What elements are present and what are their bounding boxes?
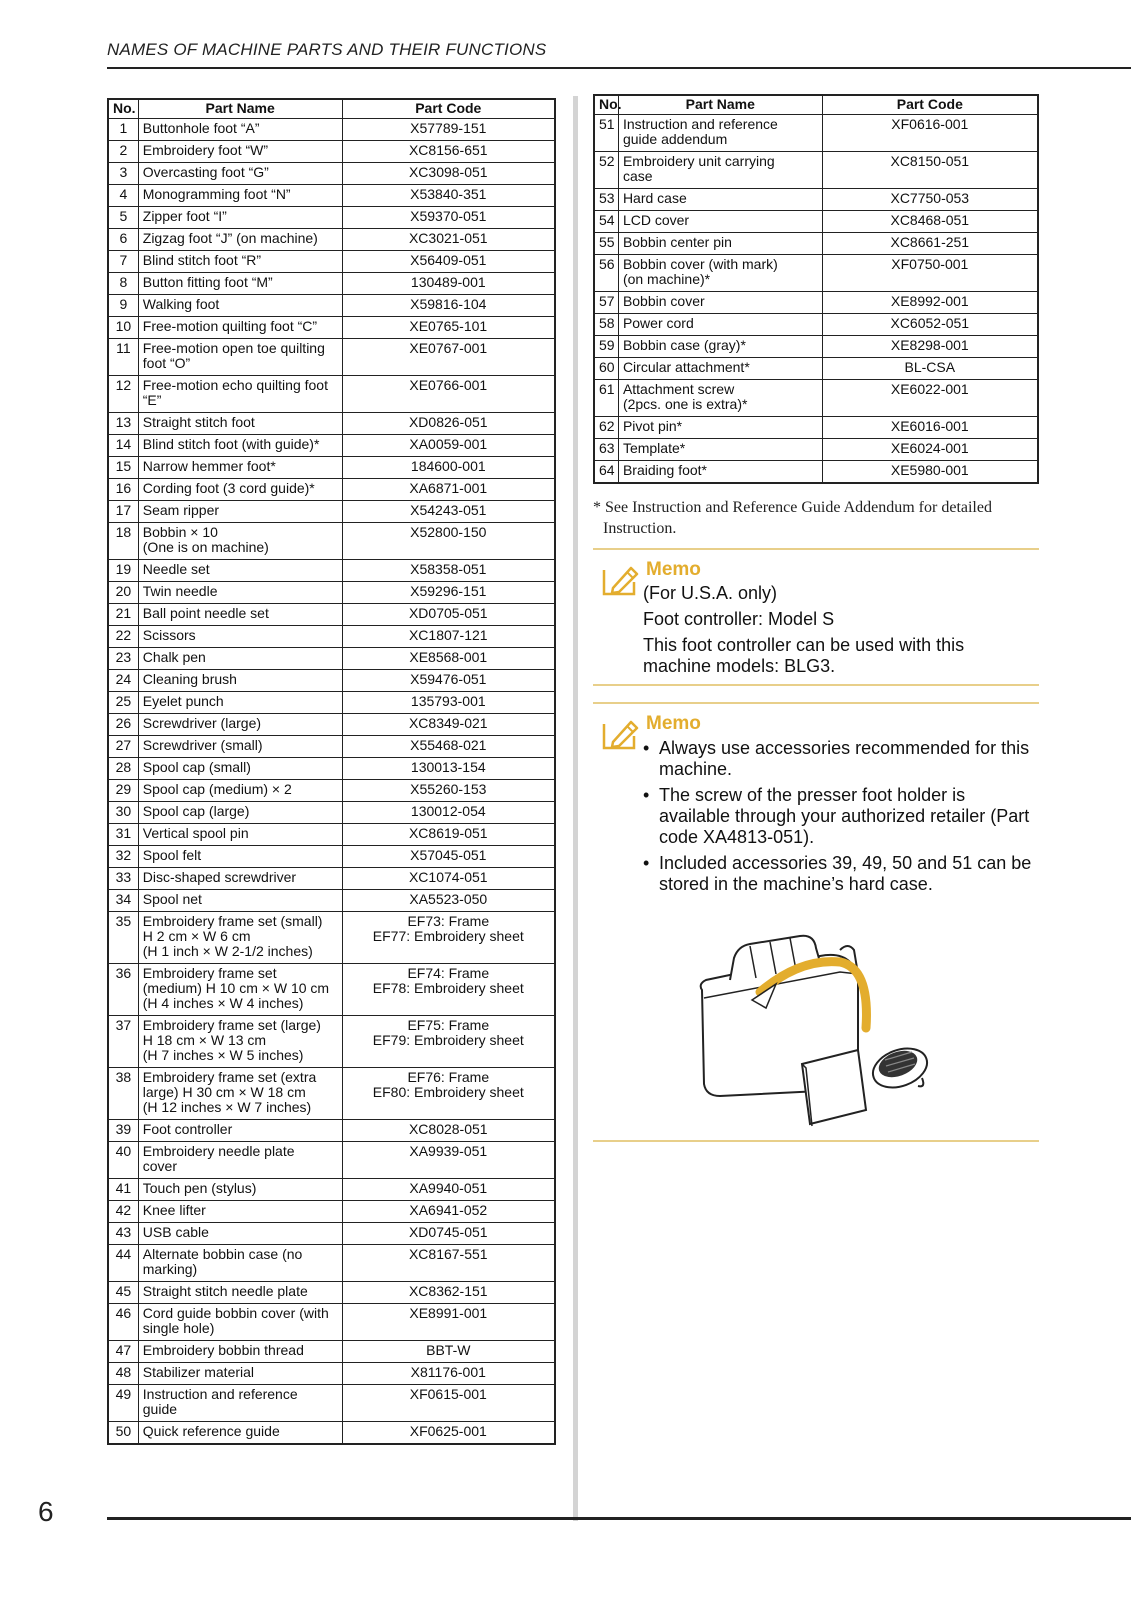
footer-rule (107, 1517, 1131, 1520)
header-part-code: Part Code (342, 99, 555, 119)
page-number: 6 (38, 1496, 54, 1527)
part-code-cell: X54243-051 (342, 501, 555, 523)
part-code-cell: 130013-154 (342, 758, 555, 780)
part-name-cell: Spool net (138, 890, 342, 912)
part-code-cell: XF0750-001 (822, 255, 1038, 292)
memo-bullet: • Included accessories 39, 49, 50 and 51 can be stored in the machine’s hard case. (643, 853, 1033, 895)
part-code-cell: X59370-051 (342, 207, 555, 229)
part-name-cell: Power cord (618, 314, 822, 336)
part-name-cell: LCD cover (618, 211, 822, 233)
part-number-cell: 15 (108, 457, 138, 479)
table-header-row (594, 95, 1038, 115)
part-number-cell: 14 (108, 435, 138, 457)
table-row (594, 233, 1038, 255)
table-row (594, 255, 1038, 292)
part-code-cell: XE0765-101 (342, 317, 555, 339)
part-number-cell: 39 (108, 1120, 138, 1142)
part-code-cell: XC6052-051 (822, 314, 1038, 336)
parts-table-right (593, 94, 1039, 484)
part-number-cell: 10 (108, 317, 138, 339)
part-code-cell: X55260-153 (342, 780, 555, 802)
part-name-cell: Touch pen (stylus) (138, 1179, 342, 1201)
table-row (108, 163, 555, 185)
part-code-cell: XC1074-051 (342, 868, 555, 890)
table-row (108, 692, 555, 714)
part-name-cell: Bobbin center pin (618, 233, 822, 255)
table-row (108, 1223, 555, 1245)
table-row (594, 189, 1038, 211)
table-row (108, 604, 555, 626)
part-name-cell: Blind stitch foot (with guide)* (138, 435, 342, 457)
table-row (108, 560, 555, 582)
table-row (594, 417, 1038, 439)
part-name-cell: Buttonhole foot “A” (138, 119, 342, 141)
part-name-cell: Narrow hemmer foot* (138, 457, 342, 479)
table-row (108, 868, 555, 890)
part-number-cell: 60 (594, 358, 618, 380)
part-name-cell: Stabilizer material (138, 1363, 342, 1385)
memo-line: (For U.S.A. only) (643, 583, 778, 603)
part-number-cell: 19 (108, 560, 138, 582)
part-number-cell: 20 (108, 582, 138, 604)
part-number-cell: 26 (108, 714, 138, 736)
table-row (594, 336, 1038, 358)
part-number-cell: 38 (108, 1068, 138, 1120)
part-code-cell: 135793-001 (342, 692, 555, 714)
part-number-cell: 49 (108, 1385, 138, 1422)
table-row (594, 115, 1038, 152)
part-name-cell: Embroidery unit carrying case (618, 152, 822, 189)
part-name-cell: Knee lifter (138, 1201, 342, 1223)
part-number-cell: 12 (108, 376, 138, 413)
memo-pencil-icon (601, 562, 641, 598)
part-number-cell: 37 (108, 1016, 138, 1068)
table-row (108, 1179, 555, 1201)
header-no: No. (108, 99, 138, 119)
memo-bullet-list (643, 738, 1033, 895)
part-number-cell: 35 (108, 912, 138, 964)
table-row (108, 251, 555, 273)
table-header-row (108, 99, 555, 119)
part-number-cell: 21 (108, 604, 138, 626)
part-number-cell: 23 (108, 648, 138, 670)
part-name-cell: Braiding foot* (618, 461, 822, 484)
table-row (108, 890, 555, 912)
part-code-cell: XE0766-001 (342, 376, 555, 413)
part-name-cell: Screwdriver (small) (138, 736, 342, 758)
part-code-cell: XC8619-051 (342, 824, 555, 846)
part-name-cell: Template* (618, 439, 822, 461)
part-number-cell: 24 (108, 670, 138, 692)
table-row (108, 780, 555, 802)
part-number-cell: 44 (108, 1245, 138, 1282)
part-code-cell: XE6024-001 (822, 439, 1038, 461)
part-number-cell: 16 (108, 479, 138, 501)
part-code-cell: EF73: Frame EF77: Embroidery sheet (342, 912, 555, 964)
part-name-cell: Free-motion quilting foot “C” (138, 317, 342, 339)
part-code-cell: XC8028-051 (342, 1120, 555, 1142)
table-row (594, 152, 1038, 189)
part-number-cell: 40 (108, 1142, 138, 1179)
part-code-cell: XC8167-551 (342, 1245, 555, 1282)
part-name-cell: Cording foot (3 cord guide)* (138, 479, 342, 501)
part-number-cell: 52 (594, 152, 618, 189)
part-number-cell: 63 (594, 439, 618, 461)
part-number-cell: 29 (108, 780, 138, 802)
table-row (594, 292, 1038, 314)
table-row (108, 1016, 555, 1068)
table-row (594, 358, 1038, 380)
part-name-cell: Instruction and reference guide (138, 1385, 342, 1422)
part-code-cell: XA6941-052 (342, 1201, 555, 1223)
part-name-cell: Seam ripper (138, 501, 342, 523)
table-row (108, 714, 555, 736)
part-code-cell: XC8349-021 (342, 714, 555, 736)
part-name-cell: Vertical spool pin (138, 824, 342, 846)
part-name-cell: Blind stitch foot “R” (138, 251, 342, 273)
table-row (108, 1245, 555, 1282)
part-number-cell: 22 (108, 626, 138, 648)
part-number-cell: 11 (108, 339, 138, 376)
header-part-name: Part Name (138, 99, 342, 119)
table-row (108, 523, 555, 560)
memo-line: This foot controller can be used with this machine models: BLG3. (643, 635, 965, 676)
part-name-cell: Straight stitch foot (138, 413, 342, 435)
part-code-cell: XA0059-001 (342, 435, 555, 457)
column-divider (573, 96, 578, 1521)
memo-top-rule (593, 702, 1039, 704)
table-row (108, 648, 555, 670)
memo-pencil-icon (601, 716, 641, 752)
table-row (108, 317, 555, 339)
page-header-title: NAMES OF MACHINE PARTS AND THEIR FUNCTIONS (107, 40, 547, 59)
part-number-cell: 33 (108, 868, 138, 890)
part-code-cell: XF0615-001 (342, 1385, 555, 1422)
part-code-cell: X59476-051 (342, 670, 555, 692)
part-code-cell: XC7750-053 (822, 189, 1038, 211)
part-code-cell: XE8991-001 (342, 1304, 555, 1341)
table-row (108, 273, 555, 295)
part-number-cell: 36 (108, 964, 138, 1016)
part-code-cell: XC3098-051 (342, 163, 555, 185)
part-number-cell: 54 (594, 211, 618, 233)
table-row (594, 314, 1038, 336)
table-row (108, 141, 555, 163)
part-name-cell: Zigzag foot “J” (on machine) (138, 229, 342, 251)
memo-title: Memo (646, 713, 701, 734)
part-code-cell: X57045-051 (342, 846, 555, 868)
table-row (108, 501, 555, 523)
table-row (108, 1201, 555, 1223)
part-code-cell: BBT-W (342, 1341, 555, 1363)
table-row (108, 736, 555, 758)
part-code-cell: XE5980-001 (822, 461, 1038, 484)
part-name-cell: Embroidery needle plate cover (138, 1142, 342, 1179)
part-name-cell: Screwdriver (large) (138, 714, 342, 736)
part-name-cell: Overcasting foot “G” (138, 163, 342, 185)
part-name-cell: Bobbin × 10 (One is on machine) (138, 523, 342, 560)
part-code-cell: XC8362-151 (342, 1282, 555, 1304)
part-name-cell: Twin needle (138, 582, 342, 604)
part-number-cell: 28 (108, 758, 138, 780)
part-name-cell: Attachment screw (2pcs. one is extra)* (618, 380, 822, 417)
table-row (108, 1282, 555, 1304)
part-number-cell: 61 (594, 380, 618, 417)
part-name-cell: Embroidery frame set (extra large) H 30 cm × W 18 cm (H 12 inches × W 7 inches) (138, 1068, 342, 1120)
part-code-cell: XC1807-121 (342, 626, 555, 648)
part-code-cell: X56409-051 (342, 251, 555, 273)
part-name-cell: Pivot pin* (618, 417, 822, 439)
table-row (108, 1120, 555, 1142)
memo-body (643, 738, 1033, 900)
table-row (108, 1341, 555, 1363)
part-number-cell: 58 (594, 314, 618, 336)
table-row (108, 912, 555, 964)
part-code-cell: XA6871-001 (342, 479, 555, 501)
part-name-cell: Alternate bobbin case (no marking) (138, 1245, 342, 1282)
part-number-cell: 59 (594, 336, 618, 358)
part-code-cell: XD0745-051 (342, 1223, 555, 1245)
part-code-cell: XF0625-001 (342, 1422, 555, 1445)
part-code-cell: XC8156-651 (342, 141, 555, 163)
table-row (108, 185, 555, 207)
part-number-cell: 31 (108, 824, 138, 846)
table-row (594, 380, 1038, 417)
table-row (108, 802, 555, 824)
part-code-cell: XC8661-251 (822, 233, 1038, 255)
memo-bullet: • The screw of the presser foot holder is available through your authorized retailer (Part code XA4813-051). (643, 785, 1033, 848)
part-number-cell: 27 (108, 736, 138, 758)
table-row (108, 229, 555, 251)
part-code-cell: X55468-021 (342, 736, 555, 758)
table-row (108, 435, 555, 457)
part-code-cell: XC8150-051 (822, 152, 1038, 189)
memo-bottom-rule (593, 684, 1039, 686)
part-name-cell: Foot controller (138, 1120, 342, 1142)
table-row (108, 824, 555, 846)
table-row (108, 1304, 555, 1341)
table-row (108, 1422, 555, 1445)
part-code-cell: EF76: Frame EF80: Embroidery sheet (342, 1068, 555, 1120)
part-number-cell: 6 (108, 229, 138, 251)
table-row (108, 339, 555, 376)
table-row (594, 439, 1038, 461)
part-number-cell: 18 (108, 523, 138, 560)
part-code-cell: XA9940-051 (342, 1179, 555, 1201)
table-row (108, 376, 555, 413)
part-number-cell: 50 (108, 1422, 138, 1445)
part-name-cell: Straight stitch needle plate (138, 1282, 342, 1304)
table-row (108, 626, 555, 648)
header-part-code: Part Code (822, 95, 1038, 115)
part-code-cell: XE6022-001 (822, 380, 1038, 417)
header-rule (107, 67, 1131, 69)
part-code-cell: 130012-054 (342, 802, 555, 824)
part-code-cell: X57789-151 (342, 119, 555, 141)
part-code-cell: XE8298-001 (822, 336, 1038, 358)
part-number-cell: 1 (108, 119, 138, 141)
part-name-cell: Button fitting foot “M” (138, 273, 342, 295)
part-number-cell: 25 (108, 692, 138, 714)
part-code-cell: XE8992-001 (822, 292, 1038, 314)
part-number-cell: 42 (108, 1201, 138, 1223)
part-name-cell: Bobbin case (gray)* (618, 336, 822, 358)
table-row (108, 1385, 555, 1422)
table-row (108, 479, 555, 501)
part-number-cell: 30 (108, 802, 138, 824)
part-code-cell: XD0826-051 (342, 413, 555, 435)
table-row (108, 1068, 555, 1120)
part-number-cell: 45 (108, 1282, 138, 1304)
part-number-cell: 62 (594, 417, 618, 439)
part-name-cell: Embroidery bobbin thread (138, 1341, 342, 1363)
part-code-cell: XF0616-001 (822, 115, 1038, 152)
part-name-cell: Eyelet punch (138, 692, 342, 714)
part-code-cell: X53840-351 (342, 185, 555, 207)
table-row (594, 461, 1038, 484)
part-code-cell: X59296-151 (342, 582, 555, 604)
part-number-cell: 9 (108, 295, 138, 317)
memo-title: Memo (646, 559, 701, 580)
part-number-cell: 43 (108, 1223, 138, 1245)
part-name-cell: Needle set (138, 560, 342, 582)
part-code-cell: EF75: Frame EF79: Embroidery sheet (342, 1016, 555, 1068)
part-code-cell: XD0705-051 (342, 604, 555, 626)
part-number-cell: 32 (108, 846, 138, 868)
part-name-cell: Ball point needle set (138, 604, 342, 626)
part-name-cell: Scissors (138, 626, 342, 648)
part-number-cell: 47 (108, 1341, 138, 1363)
part-name-cell: Monogramming foot “N” (138, 185, 342, 207)
table-row (108, 1363, 555, 1385)
part-name-cell: Walking foot (138, 295, 342, 317)
part-number-cell: 55 (594, 233, 618, 255)
table-row (108, 582, 555, 604)
memo-bottom-rule (593, 1140, 1039, 1142)
part-code-cell: XE8568-001 (342, 648, 555, 670)
part-code-cell: BL-CSA (822, 358, 1038, 380)
part-code-cell: X58358-051 (342, 560, 555, 582)
part-name-cell: Embroidery frame set (small) H 2 cm × W 6 cm (H 1 inch × W 2-1/2 inches) (138, 912, 342, 964)
memo-line: Foot controller: Model S (643, 609, 835, 629)
part-code-cell: XA9939-051 (342, 1142, 555, 1179)
part-code-cell: X52800-150 (342, 523, 555, 560)
part-code-cell: 130489-001 (342, 273, 555, 295)
memo-body (643, 583, 1028, 682)
part-number-cell: 53 (594, 189, 618, 211)
part-number-cell: 8 (108, 273, 138, 295)
parts-table-left (107, 98, 556, 1445)
part-number-cell: 51 (594, 115, 618, 152)
part-name-cell: Chalk pen (138, 648, 342, 670)
part-number-cell: 48 (108, 1363, 138, 1385)
part-name-cell: Cord guide bobbin cover (with single hole) (138, 1304, 342, 1341)
part-name-cell: Quick reference guide (138, 1422, 342, 1445)
memo-box-1 (593, 548, 1039, 698)
hard-case-storage-illustration (690, 928, 930, 1128)
part-code-cell: XC3021-051 (342, 229, 555, 251)
part-number-cell: 57 (594, 292, 618, 314)
part-name-cell: Spool cap (small) (138, 758, 342, 780)
table-row (108, 457, 555, 479)
part-name-cell: Spool cap (medium) × 2 (138, 780, 342, 802)
part-name-cell: Embroidery frame set (medium) H 10 cm × W 10 cm (H 4 inches × W 4 inches) (138, 964, 342, 1016)
table-row (108, 207, 555, 229)
part-name-cell: Embroidery foot “W” (138, 141, 342, 163)
part-number-cell: 17 (108, 501, 138, 523)
memo-top-rule (593, 548, 1039, 550)
part-code-cell: XC8468-051 (822, 211, 1038, 233)
part-number-cell: 41 (108, 1179, 138, 1201)
table-row (108, 295, 555, 317)
table-row (108, 846, 555, 868)
header-no: No. (594, 95, 618, 115)
footnote: * See Instruction and Reference Guide Addendum for detailed Instruction. (593, 499, 992, 537)
part-code-cell: EF74: Frame EF78: Embroidery sheet (342, 964, 555, 1016)
part-name-cell: Cleaning brush (138, 670, 342, 692)
part-name-cell: USB cable (138, 1223, 342, 1245)
part-name-cell: Spool cap (large) (138, 802, 342, 824)
part-number-cell: 64 (594, 461, 618, 484)
part-name-cell: Free-motion open toe quilting foot “O” (138, 339, 342, 376)
part-code-cell: XA5523-050 (342, 890, 555, 912)
part-number-cell: 56 (594, 255, 618, 292)
table-row (108, 758, 555, 780)
part-number-cell: 3 (108, 163, 138, 185)
part-code-cell: XE0767-001 (342, 339, 555, 376)
part-number-cell: 4 (108, 185, 138, 207)
part-number-cell: 13 (108, 413, 138, 435)
table-row (108, 670, 555, 692)
part-code-cell: 184600-001 (342, 457, 555, 479)
part-name-cell: Bobbin cover (618, 292, 822, 314)
part-name-cell: Free-motion echo quilting foot “E” (138, 376, 342, 413)
table-row (594, 211, 1038, 233)
part-code-cell: X81176-001 (342, 1363, 555, 1385)
part-name-cell: Zipper foot “I” (138, 207, 342, 229)
part-code-cell: X59816-104 (342, 295, 555, 317)
part-code-cell: XE6016-001 (822, 417, 1038, 439)
header-part-name: Part Name (618, 95, 822, 115)
part-name-cell: Instruction and reference guide addendum (618, 115, 822, 152)
part-name-cell: Hard case (618, 189, 822, 211)
part-name-cell: Disc-shaped screwdriver (138, 868, 342, 890)
part-number-cell: 5 (108, 207, 138, 229)
table-row (108, 119, 555, 141)
part-name-cell: Spool felt (138, 846, 342, 868)
part-name-cell: Embroidery frame set (large) H 18 cm × W 13 cm (H 7 inches × W 5 inches) (138, 1016, 342, 1068)
part-name-cell: Circular attachment* (618, 358, 822, 380)
part-number-cell: 46 (108, 1304, 138, 1341)
part-number-cell: 7 (108, 251, 138, 273)
part-number-cell: 2 (108, 141, 138, 163)
memo-bullet: • Always use accessories recommended for this machine. (643, 738, 1033, 780)
table-row (108, 964, 555, 1016)
part-number-cell: 34 (108, 890, 138, 912)
table-row (108, 413, 555, 435)
table-row (108, 1142, 555, 1179)
part-name-cell: Bobbin cover (with mark) (on machine)* (618, 255, 822, 292)
